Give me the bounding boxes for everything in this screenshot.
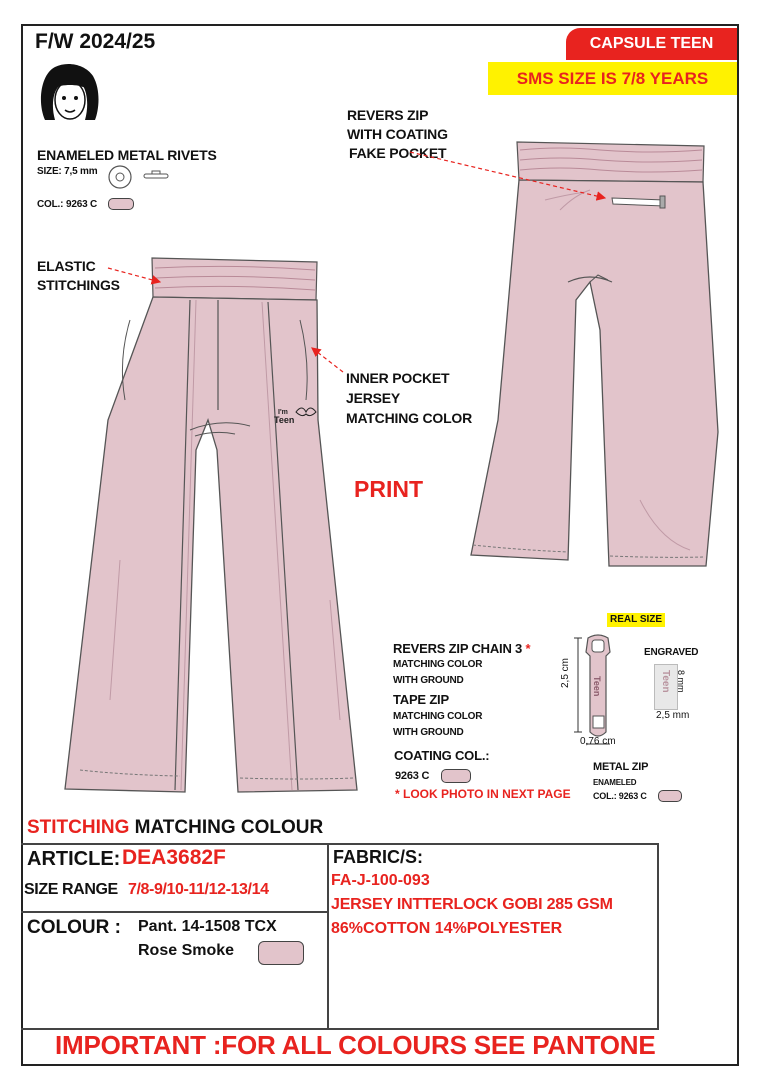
metal-zip-col: COL.: 9263 C [593, 791, 647, 801]
print-label: PRINT [354, 476, 423, 502]
season-title: F/W 2024/25 [35, 30, 156, 53]
zip-height-dim: 2,5 cm [560, 657, 571, 688]
colour-label: COLOUR : [27, 917, 121, 938]
fabric-description: JERSEY INTTERLOCK GOBI 285 GSM [331, 896, 613, 913]
tape-matching-color: MATCHING COLOR [393, 711, 483, 722]
important-pantone-note: IMPORTANT :FOR ALL COLOURS SEE PANTONE [55, 1030, 656, 1060]
metal-zip-label: METAL ZIP [593, 761, 649, 773]
fabric-code: FA-J-100-093 [331, 872, 430, 889]
elastic-label-1: ELASTIC [37, 258, 96, 274]
colour-swatch [258, 941, 304, 965]
capsule-tag: CAPSULE TEEN [566, 28, 737, 60]
rivets-col-label: COL.: [37, 199, 64, 210]
inner-pocket-label-3: MATCHING COLOR [346, 410, 473, 426]
fabric-composition: 86%COTTON 14%POLYESTER [331, 920, 563, 937]
colour-name: Rose Smoke [138, 942, 235, 959]
sms-size-banner: SMS SIZE IS 7/8 YEARS [488, 62, 737, 95]
metal-zip-color-swatch [658, 790, 682, 802]
table-col-divider [327, 843, 329, 1030]
revers-zip-label-1: REVERS ZIP [347, 107, 429, 123]
metal-zip-enameled: ENAMELED [593, 778, 637, 787]
article-value: DEA3682F [122, 846, 226, 869]
stitching-line: STITCHING MATCHING COLOUR [27, 817, 324, 838]
look-photo-note: * LOOK PHOTO IN NEXT PAGE [395, 787, 571, 801]
puller-engraved-text: Teen [592, 676, 602, 697]
engraved-label: ENGRAVED [644, 647, 699, 658]
table-top-border [21, 843, 659, 845]
real-size-tag: REAL SIZE [607, 613, 665, 627]
elastic-label-2: STITCHINGS [37, 277, 120, 293]
engraved-dim-8mm: 8 mm [676, 670, 686, 693]
coating-col-label: COATING COL.: [394, 748, 490, 763]
colour-pantone: Pant. 14-1508 TCX [138, 918, 277, 935]
rivets-title: ENAMELED METAL RIVETS [37, 147, 217, 163]
zip-chain-label: REVERS ZIP CHAIN 3 * [393, 641, 531, 656]
print-logo-line1: I'm [278, 409, 288, 416]
size-range-label: SIZE RANGE [24, 881, 118, 898]
back-view-pants [471, 142, 718, 566]
coating-color-swatch [441, 769, 471, 783]
tape-with-ground: WITH GROUND [393, 727, 464, 738]
size-range-value: 7/8-9/10-11/12-13/14 [128, 881, 269, 898]
rivets-col-value: 9263 C [66, 199, 98, 210]
table-mid-border [21, 911, 329, 913]
inner-pocket-label-2: JERSEY [346, 390, 401, 406]
rivets-size: SIZE: 7,5 mm [37, 166, 98, 177]
revers-zip-label-2: WITH COATING [347, 126, 448, 142]
zip-width-dim: 0,76 cm [580, 736, 616, 747]
inner-pocket-label-1: INNER POCKET [346, 370, 450, 386]
zip-puller-drawing [560, 632, 640, 752]
engraved-text: Teen [660, 670, 671, 693]
zip-with-ground: WITH GROUND [393, 675, 464, 686]
fabric-label: FABRIC/S: [333, 847, 423, 867]
front-view-pants [65, 258, 357, 792]
tape-zip-label: TAPE ZIP [393, 692, 449, 707]
print-logo-line2: Teen [274, 415, 295, 425]
engraved-dim-25mm: 2,5 mm [656, 710, 690, 721]
article-label: ARTICLE: [27, 848, 121, 870]
table-right-border [657, 843, 659, 1030]
revers-zip-label-3: FAKE POCKET [349, 145, 447, 161]
zip-matching-color: MATCHING COLOR [393, 659, 483, 670]
coating-col-value: 9263 C [395, 770, 430, 782]
